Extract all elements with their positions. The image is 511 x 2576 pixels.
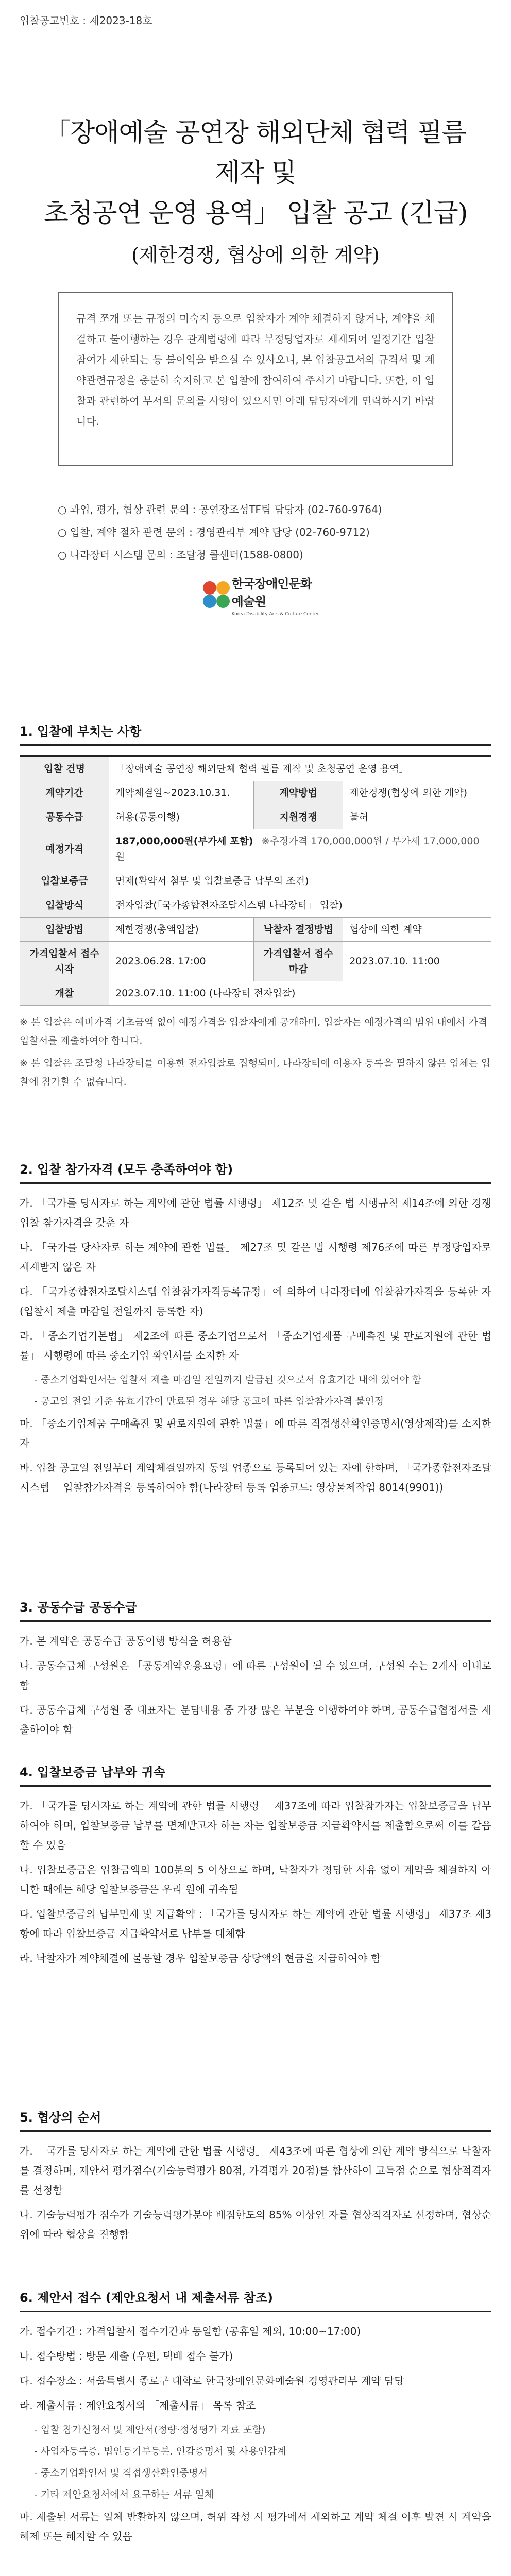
- section-item: 마. 「중소기업제품 구매촉진 및 판로지원에 관한 법률」에 따른 직접생산확인증명서(영상제작)를 소지한 자: [20, 1417, 491, 1449]
- section-item: 가. 「국가를 당사자로 하는 계약에 관한 법률 시행령」 제12조 및 같은 법 시행규칙 제14조에 의한 경쟁입찰 참가자격을 갖춘 자: [20, 1197, 491, 1229]
- section-item: 나. 기술능력평가 점수가 기술능력평가분야 배점한도의 85% 이상인 자를 협상적격자로 선정하며, 협상순위에 따라 협상을 진행함: [20, 2209, 491, 2241]
- section-subitem: - 중소기업확인서 및 직접생산확인증명서: [34, 2467, 208, 2479]
- section-subitem: - 공고일 전일 기준 유효기간이 만료된 경우 해당 공고에 따른 입찰참가자격 불인정: [34, 1396, 384, 1407]
- row-key: 입찰방법: [20, 918, 109, 942]
- section-3: [20, 1597, 491, 1744]
- section-item: 다. 「국가종합전자조달시스템 입찰참가자격등록규정」에 의하여 나라장터에 입찰참가자격을 등록한 자(입찰서 제출 마감일 전일까지 등록한 자): [20, 1285, 491, 1317]
- row-key: 낙찰자 결정방법: [254, 918, 343, 942]
- row-key: 공동수급: [20, 805, 109, 829]
- row-value: 2023.07.10. 11:00: [343, 942, 491, 981]
- section-subitem: - 사업자등록증, 법인등기부등본, 인감증명서 및 사용인감계: [34, 2446, 286, 2457]
- title-line-2: 초청공연 운영 용역」 입찰 공고 (긴급): [43, 198, 468, 228]
- section-item: 나. 공동수급체 구성원은 「공동계약운용요령」에 따른 구성원이 될 수 있으며, 구성원 수는 2개사 이내로 함: [20, 1659, 491, 1691]
- section-item: 가. 「국가를 당사자로 하는 계약에 관한 법률 시행령」 제37조에 따라 입찰참가자는 입찰보증금을 납부하여야 하며, 입찰보증금 납부를 면제받고자 하는 자는 입찰보증금 지급확약서를 제출함으로써 이를 갈음할 수 있음: [20, 1800, 491, 1851]
- table-row: [20, 942, 491, 981]
- section-item: 라. 낙찰자가 계약체결에 불응할 경우 입찰보증금 상당액의 현금을 지급하여야 함: [20, 1952, 381, 1964]
- table-row: [20, 756, 491, 781]
- row-value: 「장애예술 공연장 해외단체 협력 필름 제작 및 초청공연 운영 용역」: [109, 756, 491, 781]
- section-item: 가. 본 계약은 공동수급 공동이행 방식을 허용함: [20, 1635, 232, 1647]
- logo-name-kr: 한국장애인문화예술원: [231, 577, 312, 609]
- row-value: 허용(공동이행): [109, 805, 254, 829]
- intro-box: 규격 쪼개 또는 규정의 미숙지 등으로 입찰자가 계약 체결하지 않거나, 계약을 체결하고 불이행하는 경우 관계법령에 따라 부정당업자로 제재되어 일정기간 입찰 참여가 제한되는 등 불이익을 받으실 수 있사오니, 본 입찰공고서의 규격서 및 계약관련규정을 충분히 숙지하고 본 입찰에 참여하여 주시기 바랍니다. 또한, 이 입찰과 관련하여 부서의 문의를 사양이 있으시면 아래 담당자에게 연락하시기 바랍니다.: [58, 292, 453, 466]
- row-key: 입찰방식: [20, 893, 109, 918]
- section-subitem: - 중소기업확인서는 입찰서 제출 마감일 전일까지 발급된 것으로서 유효기간 내에 있어야 함: [34, 1374, 422, 1385]
- section-5: [20, 2107, 491, 2249]
- table-row: [20, 781, 491, 805]
- contact-line: ○ 나라장터 시스템 문의 : 조달청 콜센터(1588-0800): [58, 549, 303, 561]
- row-value: 불허: [343, 805, 491, 829]
- section-item: 다. 공동수급체 구성원 중 대표자는 분담내용 중 가장 많은 부분을 이행하여야 하며, 공동수급협정서를 제출하여야 함: [20, 1704, 491, 1736]
- table-row: [20, 869, 491, 893]
- section-heading: 2. 입찰 참가자격 (모두 충족하여야 함): [20, 1159, 491, 1184]
- row-key: 입찰 건명: [20, 756, 109, 781]
- table-row: [20, 829, 491, 869]
- price-value: 187,000,000원(부가세 포함): [115, 836, 253, 847]
- row-value: 협상에 의한 계약: [343, 918, 491, 942]
- table-row: [20, 805, 491, 829]
- logo-name-en: Korea Disability Arts & Culture Center: [231, 612, 319, 617]
- row-value: 제한경쟁(협상에 의한 계약): [343, 781, 491, 805]
- row-key: 계약방법: [254, 781, 343, 805]
- section-heading: 6. 제안서 접수 (제안요청서 내 제출서류 참조): [20, 2287, 491, 2312]
- notice-number: 입찰공고번호 : 제2023-18호: [20, 14, 152, 27]
- overview-table: [20, 755, 491, 1006]
- contact-list: [58, 500, 470, 568]
- section-subitem: - 기타 제안요청서에서 요구하는 서류 일체: [34, 2489, 214, 2500]
- section-note: ※ 본 입찰은 조달청 나라장터를 이용한 전자입찰로 집행되며, 나라장터에 이용자 등록을 필하지 않은 업체는 입찰에 참가할 수 없습니다.: [20, 1058, 491, 1088]
- table-row: [20, 918, 491, 942]
- row-value: 2023.07.10. 11:00 (나라장터 전자입찰): [109, 981, 491, 1006]
- row-value: 면제(확약서 첨부 및 입찰보증금 납부의 조건): [109, 869, 491, 893]
- section-item: 나. 접수방법 : 방문 제출 (우편, 택배 접수 불가): [20, 2350, 233, 2362]
- table-row: [20, 981, 491, 1006]
- table-row: [20, 893, 491, 918]
- row-value: [109, 829, 491, 869]
- section-1: [20, 721, 491, 1095]
- section-item: 바. 입찰 공고일 전일부터 계약체결일까지 동일 업종으로 등록되어 있는 자에 한하며, 「국가종합전자조달시스템」 입찰참가자격을 등록하여야 함(나라장터 등록 업종코드: 영상물제작업 8014(9901)): [20, 1462, 491, 1494]
- row-value: 계약체결일~2023.10.31.: [109, 781, 254, 805]
- row-key: 지원경쟁: [254, 805, 343, 829]
- row-key: 가격입찰서 접수 마감: [254, 942, 343, 981]
- section-item: 마. 제출된 서류는 일체 반환하지 않으며, 허위 작성 시 평가에서 제외하고 계약 체결 이후 발견 시 계약을 해제 또는 해지할 수 있음: [20, 2511, 491, 2543]
- logo-mark-icon: [201, 579, 226, 611]
- contact-line: ○ 과업, 평가, 협상 관련 문의 : 공연장조성TF팀 담당자 (02-760-9764): [58, 503, 382, 516]
- section-4: [20, 1762, 491, 1973]
- section-item: 가. 접수기간 : 가격입찰서 접수기간과 동일함 (공휴일 제외, 10:00~17:00): [20, 2325, 361, 2337]
- contact-line: ○ 입찰, 계약 절차 관련 문의 : 경영관리부 계약 담당 (02-760-9712): [58, 526, 370, 538]
- row-value: 2023.06.28. 17:00: [109, 942, 254, 981]
- section-heading: 3. 공동수급 공동수급: [20, 1597, 491, 1622]
- title-subtitle: (제한경쟁, 협상에 의한 계약): [131, 244, 380, 266]
- section-item: 가. 「국가를 당사자로 하는 계약에 관한 법률 시행령」 제43조에 따른 협상에 의한 계약 방식으로 낙찰자를 결정하며, 제안서 평가점수(기술능력평가 80점, 가격평가 20점)를 합산하여 고득점 순으로 협상적격자를 선정함: [20, 2145, 491, 2196]
- section-2: [20, 1159, 491, 1502]
- row-value: 제한경쟁(총액입찰): [109, 918, 254, 942]
- row-value: 전자입찰(「국가종합전자조달시스템 나라장터」 입찰): [109, 893, 491, 918]
- title-block: [31, 112, 480, 267]
- section-item: 나. 「국가를 당사자로 하는 계약에 관한 법률」 제27조 및 같은 법 시행령 제76조에 따른 부정당업자로 제재받지 않은 자: [20, 1241, 491, 1273]
- row-key: 개찰: [20, 981, 109, 1006]
- row-key: 입찰보증금: [20, 869, 109, 893]
- row-key: 가격입찰서 접수 시작: [20, 942, 109, 981]
- row-key: 계약기간: [20, 781, 109, 805]
- price-note: ※추정가격 170,000,000원 / 부가세 17,000,000원: [115, 836, 480, 862]
- section-note: ※ 본 입찰은 예비가격 기초금액 없이 예정가격을 입찰자에게 공개하며, 입찰자는 예정가격의 범위 내에서 가격입찰서를 제출하여야 합니다.: [20, 1016, 488, 1046]
- section-item: 라. 「중소기업기본법」 제2조에 따른 중소기업으로서 「중소기업제품 구매촉진 및 판로지원에 관한 법률」 시행령에 따른 중소기업 확인서를 소지한 자: [20, 1330, 491, 1362]
- org-logo: [201, 572, 319, 618]
- row-key: 예정가격: [20, 829, 109, 869]
- section-item: 나. 입찰보증금은 입찰금액의 100분의 5 이상으로 하며, 낙찰자가 정당한 사유 없이 계약을 체결하지 아니한 때에는 해당 입찰보증금은 우리 원에 귀속됨: [20, 1863, 491, 1895]
- section-item: 다. 입찰보증금의 납부면제 및 지급확약 : 「국가를 당사자로 하는 계약에 관한 법률 시행령」 제37조 제3항에 따라 입찰보증금 지급확약서로 납부를 대체함: [20, 1908, 491, 1940]
- section-item: 라. 제출서류 : 제안요청서의 「제출서류」 목록 참조: [20, 2399, 256, 2412]
- section-heading: 4. 입찰보증금 납부와 귀속: [20, 1762, 491, 1787]
- section-heading: 1. 입찰에 부치는 사항: [20, 721, 491, 746]
- section-subitem: - 입찰 참가신청서 및 제안서(정량·정성평가 자료 포함): [34, 2424, 266, 2435]
- section-item: 다. 접수장소 : 서울특별시 종로구 대학로 한국장애인문화예술원 경영관리부 계약 담당: [20, 2375, 404, 2387]
- section-6: [20, 2287, 491, 2551]
- section-heading: 5. 협상의 순서: [20, 2107, 491, 2132]
- title-line-1: 「장애예술 공연장 해외단체 협력 필름 제작 및: [44, 117, 467, 188]
